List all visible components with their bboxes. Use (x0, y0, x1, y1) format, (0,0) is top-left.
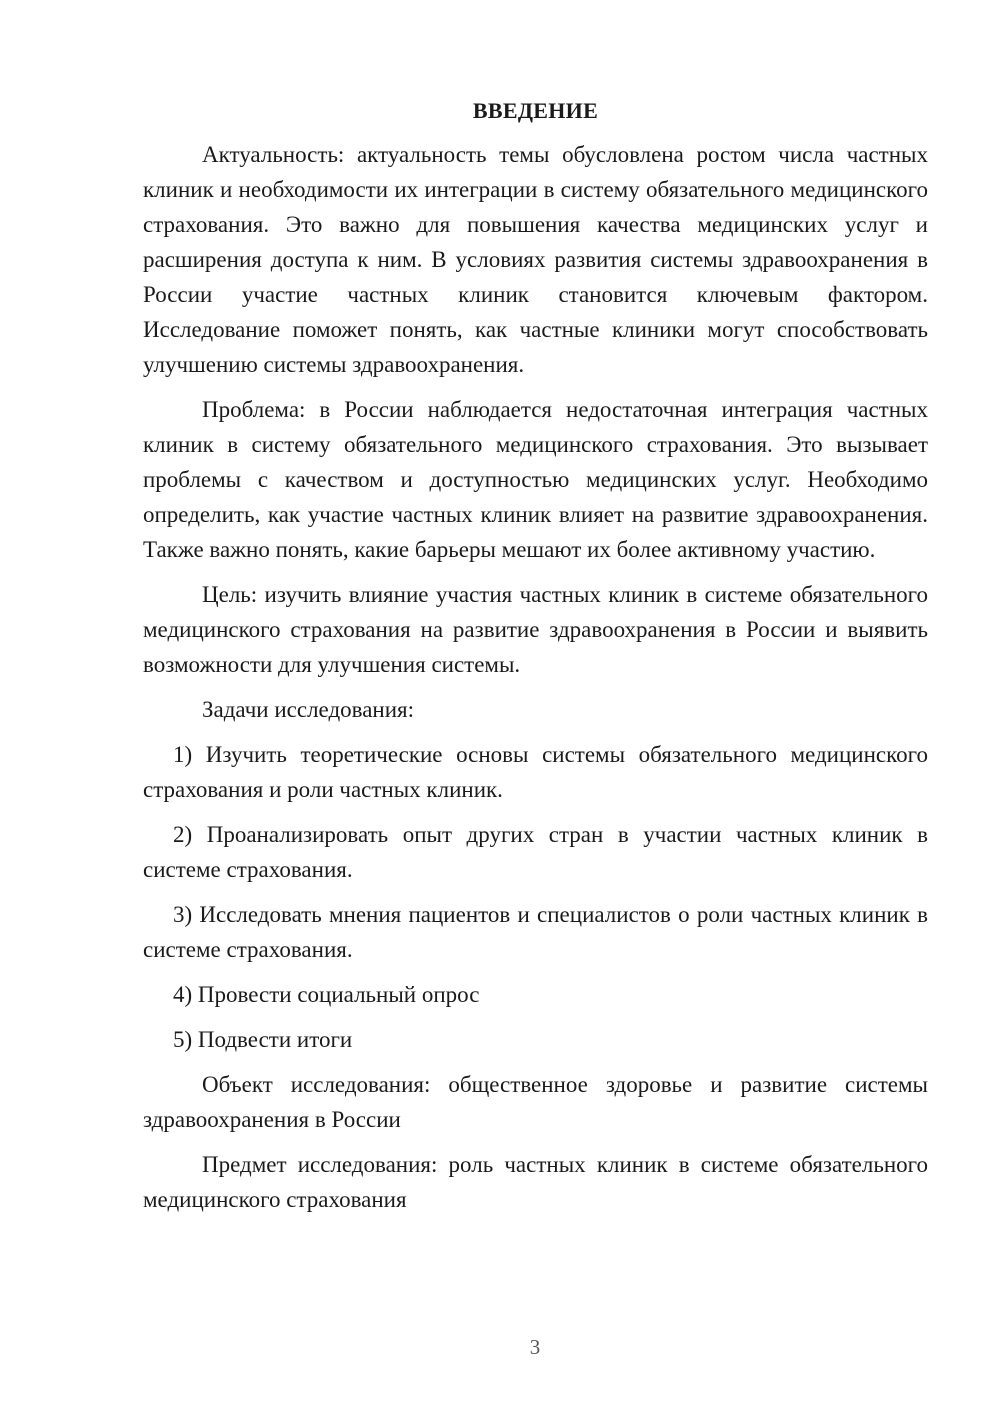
subject-paragraph: Предмет исследования: роль частных клиник в системе обязательного медицинского страхования (143, 1152, 928, 1212)
section-heading: ВВЕДЕНИЕ (472, 98, 599, 123)
task-item-3: 3) Исследовать мнения пациентов и специалистов о роли частных клиник в системе страхования. (143, 902, 928, 962)
task-item-2: 2) Проанализировать опыт других стран в участии частных клиник в системе страхования. (143, 822, 928, 882)
problem-paragraph: Проблема: в России наблюдается недостаточная интеграция частных клиник в систему обязательного медицинского страхования. Это вызывает проблемы с качеством и доступностью медицинских услуг. Необходимо определить, как участие частных клиник влияет на развитие здравоохранения. Также важно понять, какие барьеры мешают их более активному участию. (143, 397, 928, 562)
page-number: 3 (529, 1335, 541, 1359)
object-paragraph: Объект исследования: общественное здоровье и развитие системы здравоохранения в России (143, 1072, 928, 1132)
task-item-5: 5) Подвести итоги (173, 1027, 353, 1052)
tasks-heading: Задачи исследования: (202, 697, 415, 722)
task-item-1: 1) Изучить теоретические основы системы обязательного медицинского страхования и роли частных клиник. (143, 742, 928, 802)
page-content (143, 95, 928, 1227)
task-item-4: 4) Провести социальный опрос (173, 982, 480, 1007)
relevance-paragraph: Актуальность: актуальность темы обусловлена ростом числа частных клиник и необходимости их интеграции в систему обязательного медицинского страхования. Это важно для повышения качества медицинских услуг и расширения доступа к ним. В условиях развития системы здравоохранения в России участие частных клиник становится ключевым фактором. Исследование поможет понять, как частные клиники могут способствовать улучшению системы здравоохранения. (143, 142, 928, 377)
goal-paragraph: Цель: изучить влияние участия частных клиник в системе обязательного медицинского страхования на развитие здравоохранения в России и выявить возможности для улучшения системы. (143, 582, 928, 677)
